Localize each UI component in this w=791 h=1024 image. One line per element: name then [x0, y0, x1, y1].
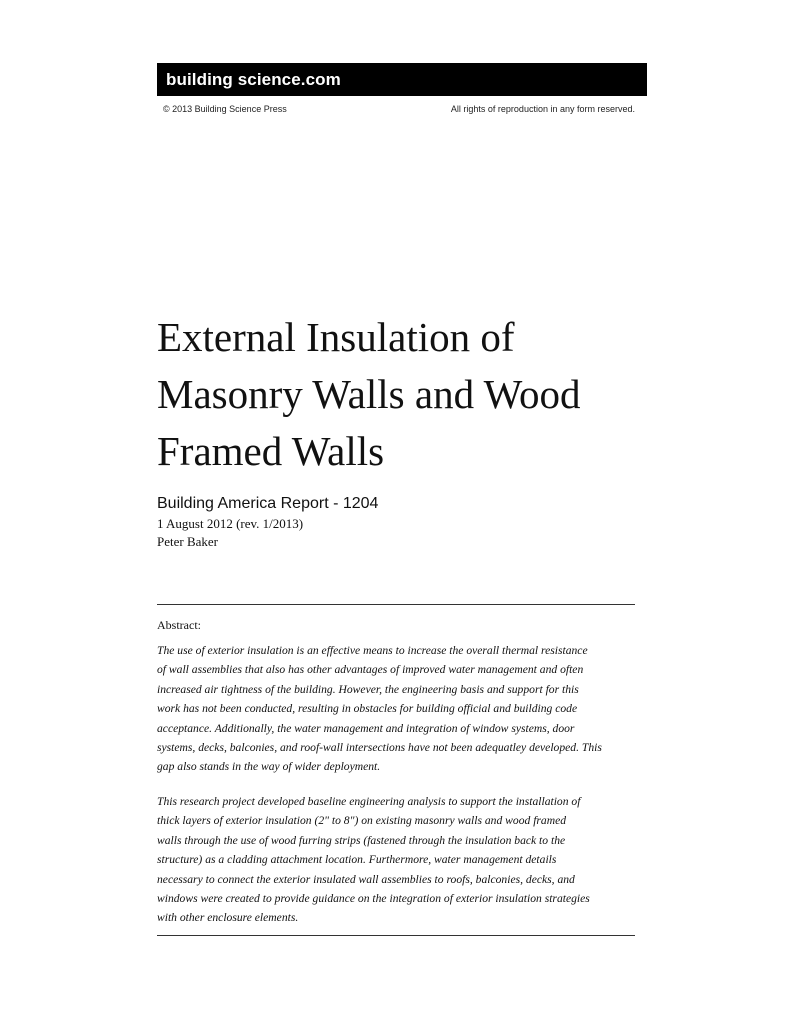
rights-notice: All rights of reproduction in any form reserved.: [450, 104, 635, 114]
abstract-line: acceptance. Additionally, the water management and integration of window systems, door: [157, 721, 575, 735]
abstract-line: structure) as a cladding attachment location. Furthermore, water management details: [157, 853, 557, 867]
abstract-line: increased air tightness of the building. However, the engineering basis and support for this: [157, 682, 579, 696]
abstract-heading: Abstract:: [157, 618, 201, 632]
abstract-line: The use of exterior insulation is an effective means to increase the overall thermal resistance: [157, 644, 588, 657]
report-subtitle: Building America Report - 1204: [157, 495, 379, 512]
abstract-line: with other enclosure elements.: [157, 911, 299, 925]
abstract-line: work has not been conducted, resulting in obstacles for building official and building code: [157, 702, 578, 716]
title-line: Masonry Walls and Wood: [157, 371, 581, 417]
copyright-notice: © 2013 Building Science Press: [163, 104, 287, 114]
abstract-line: This research project developed baseline engineering analysis to support the installation of: [157, 795, 581, 808]
abstract-line: systems, decks, balconies, and roof-wall intersections have not been adequatley developed. This: [157, 741, 602, 755]
title-line: External Insulation of: [157, 314, 515, 360]
abstract-line: necessary to connect the exterior insulated wall assemblies to roofs, balconies, decks, and: [157, 872, 575, 886]
document-title: [157, 309, 657, 480]
abstract-line: walls through the use of wood furring strips (fastened through the insulation back to the: [157, 833, 566, 847]
abstract-line: of wall assemblies that also has other advantages of improved water management and often: [157, 663, 584, 677]
abstract-paragraph-2: [157, 792, 635, 928]
brand-name: building science.com: [166, 69, 341, 89]
abstract-line: thick layers of exterior insulation (2" to 8") on existing masonry walls and wood framed: [157, 814, 567, 828]
report-date: 1 August 2012 (rev. 1/2013): [157, 516, 304, 531]
abstract-line: windows were created to provide guidance on the integration of exterior insulation strategies: [157, 892, 590, 906]
abstract-paragraph-1: [157, 641, 635, 777]
report-author: Peter Baker: [157, 534, 219, 549]
title-line: Framed Walls: [157, 428, 385, 474]
abstract-line: gap also stands in the way of wider deployment.: [157, 760, 381, 774]
divider-top: [157, 604, 635, 605]
header-banner: [157, 63, 647, 96]
divider-bottom: [157, 935, 635, 936]
